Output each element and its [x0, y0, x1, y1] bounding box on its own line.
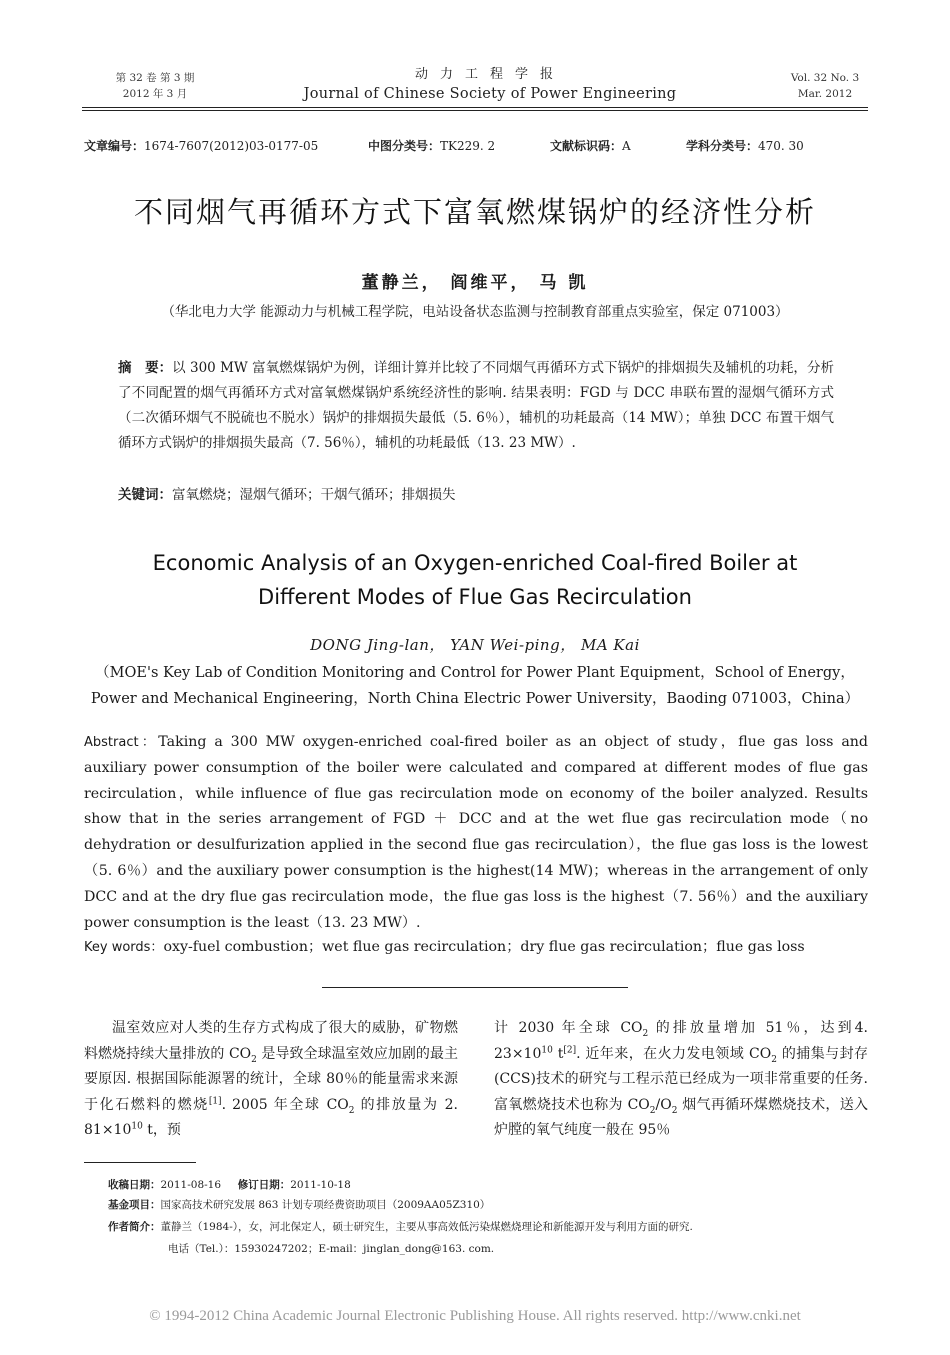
citation-ref[interactable]: [1]	[208, 1095, 222, 1106]
footnote-fund: 基金项目：国家高技术研究发展 863 计划专项经费资助项目（2009AA05Z310）	[108, 1199, 491, 1211]
abstract-en-text: Taking a 300 MW oxygen-enriched coal-fired boiler as an object of study，flue gas loss and auxiliary power consumption of the boiler were calculated and compared at different modes of flue gas recirculation，while influence of flue gas recirculation mode on economy of the boiler analyzed. Results show that in the series arrangement of FGD ＋ DCC and at the wet flue gas recirculation mode（no dehydration or desulfurization applied in the second flue gas recirculation），the flue gas loss is the lowest（5. 6％）and the auxiliary power consumption is the highest(14 MW)；whereas in the arrangement of only DCC and at the dry flue gas recirculation mode，the flue gas loss is the highest（7. 56％）and the auxiliary power consumption is the least（13. 23 MW）.	[84, 734, 868, 931]
keywords-cn-label: 关键词：	[118, 487, 172, 503]
section-divider	[322, 987, 628, 988]
keywords-en	[84, 936, 884, 959]
keywords-cn-text: 富氧燃烧；湿烟气循环；干烟气循环；排烟损失	[172, 487, 456, 503]
abstract-en-label: Abstract：	[84, 735, 159, 750]
affiliation-cn: （华北电力大学 能源动力与机械工程学院，电站设备状态监测与控制教育部重点实验室，保定 071003）	[161, 304, 789, 320]
journal-name	[260, 66, 720, 104]
header-rule-thin	[82, 110, 868, 111]
paper-title-en-line1: Economic Analysis of an Oxygen-enriched Coal-fired Boiler at	[152, 551, 798, 575]
paper-title-en	[60, 546, 890, 614]
authors-en: DONG Jing-lan， YAN Wei-ping， MA Kai	[310, 636, 640, 654]
body-column-left: 温室效应对人类的生存方式构成了很大的威胁，矿物燃料燃烧持续大量排放的 $CO_2$ 是导致全球温室效应加剧的最主要原因. 根据国际能源署的统计，全球 80％的能量需求来源于化石燃料的燃烧[1]. 2005 年全球 $CO_2$ 的排放量为 2. $81\times 10^{10}$ t，预	[84, 1020, 458, 1138]
journal-name-cn: 动力工程学报	[414, 67, 565, 82]
abstract-cn-label: 摘 要：	[118, 360, 173, 376]
article-number: 文章编号：1674-7607(2012)03-0177-05	[84, 139, 319, 153]
abstract-cn	[118, 356, 834, 456]
copyright-notice: © 1994-2012 China Academic Journal Electronic Publishing House. All rights reserved. http://www.cnki.net	[149, 1308, 801, 1324]
paper-title-en-line2: Different Modes of Flue Gas Recirculation	[258, 585, 692, 609]
body-column-right: 计 2030 年全球 $CO_2$ 的排放量增加 51％，达到4. $23\times 10^{10}$ t[2]. 近年来，在火力发电领域 $CO_2$ 的捕集与封存(CCS)技术的研究与工程示范已经成为一项非常重要的任务. 富氧燃烧技术也称为 $CO_2/O_2$ 烟气再循环煤燃烧技术，送入炉膛的氧气纯度一般在 95％	[494, 1020, 869, 1138]
affiliation-en-line1: （MOE's Key Lab of Condition Monitoring and Control for Power Plant Equipment，School of Energy，	[95, 665, 855, 681]
subject-code: 学科分类号：470. 30	[686, 139, 804, 153]
paper-title-cn: 不同烟气再循环方式下富氧燃煤锅炉的经济性分析	[133, 195, 816, 229]
affiliation-en-line2: Power and Mechanical Engineering，North China Electric Power University，Baoding 071003，China）	[90, 691, 860, 707]
keywords-en-label: Key words：	[84, 940, 164, 955]
footnote-rule	[84, 1162, 196, 1163]
footnote-dates: 收稿日期：2011-08-16 修订日期：2011-10-18	[108, 1179, 351, 1191]
header-volume-info-en	[770, 70, 880, 102]
header-volume-en: Vol. 32 No. 3	[790, 72, 860, 84]
header-date-en: Mar. 2012	[797, 88, 853, 100]
keywords-cn	[118, 484, 834, 506]
header-date-cn: 2012 年 3 月	[122, 88, 188, 100]
keywords-en-text: oxy-fuel combustion；wet flue gas recirculation；dry flue gas recirculation；flue gas loss	[163, 939, 805, 955]
header-volume-info	[100, 70, 210, 102]
document-code: 文献标识码：A	[550, 139, 631, 153]
abstract-cn-text: 以 300 MW 富氧燃煤锅炉为例，详细计算并比较了不同烟气再循环方式下锅炉的排烟损失及辅机的功耗，分析了不同配置的烟气再循环方式对富氧燃煤锅炉系统经济性的影响. 结果表明：FGD 与 DCC 串联布置的湿烟气循环方式（二次循环烟气不脱硫也不脱水）锅炉的排烟损失最低（5. 6％），辅机的功耗最高（14 MW）；单独 DCC 布置干烟气循环方式锅炉的排烟损失最高（7. 56％），辅机的功耗最低（13. 23 MW）.	[118, 360, 835, 451]
abstract-en	[84, 730, 868, 936]
header-volume: 第 32 卷 第 3 期	[115, 72, 195, 84]
header-rule-thick	[82, 107, 868, 108]
footnote-author-bio: 作者简介：董静兰（1984-），女，河北保定人，硕士研究生，主要从事高效低污染煤燃烧理论和新能源开发与利用方面的研究.	[108, 1221, 693, 1233]
clc-number: 中图分类号：TK229. 2	[368, 139, 496, 153]
citation-ref[interactable]: [2]	[563, 1044, 577, 1055]
footnote-contact: 电话（Tel.）：15930247202；E-mail：jinglan_dong@163. com.	[168, 1243, 495, 1255]
affiliation-en	[60, 660, 890, 712]
journal-name-en: Journal of Chinese Society of Power Engineering	[303, 86, 677, 102]
authors-cn: 董静兰， 阎维平， 马 凯	[361, 273, 589, 293]
